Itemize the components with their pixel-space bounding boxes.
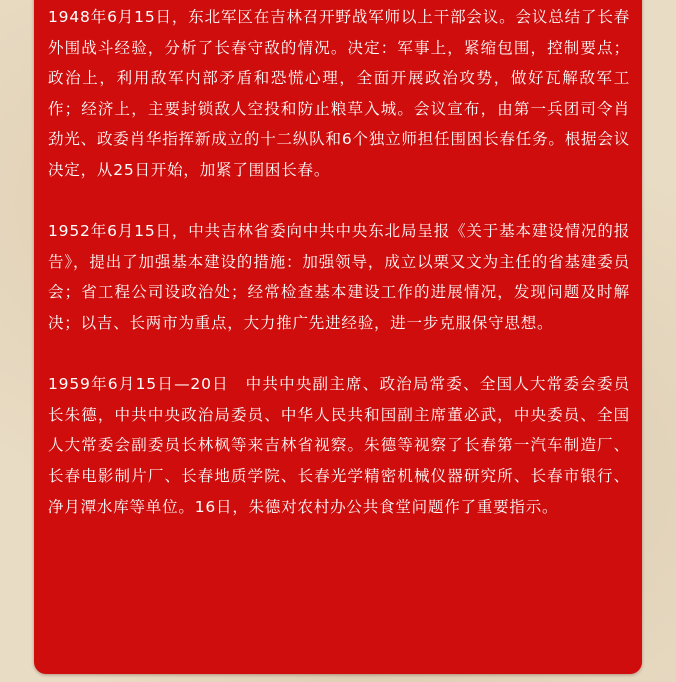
article-body bbox=[48, 2, 630, 522]
paragraph-1952: 1952年6月15日，中共吉林省委向中共中央东北局呈报《关于基本建设情况的报告》，提出了加强基本建设的措施：加强领导，成立以栗又文为主任的省基建委员会；省工程公司设政治处；经常检查基本建设工作的进展情况，发现问题及时解决；以吉、长两市为重点，大力推广先进经验，进一步克服保守思想。 bbox=[48, 222, 630, 332]
paragraph-1959: 1959年6月15日—20日 中共中央副主席、政治局常委、全国人大常委会委员长朱德，中共中央政治局委员、中华人民共和国副主席董必武，中央委员、全国人大常委会副委员长林枫等来吉林省视察。朱德等视察了长春第一汽车制造厂、长春电影制片厂、长春地质学院、长春光学精密机械仪器研究所、长春市银行、净月潭水库等单位。16日，朱德对农村办公共食堂问题作了重要指示。 bbox=[48, 375, 630, 516]
paragraph-1948: 1948年6月15日，东北军区在吉林召开野战军师以上干部会议。会议总结了长春外围战斗经验，分析了长春守敌的情况。决定：军事上，紧缩包围，控制要点；政治上，利用敌军内部矛盾和恐慌心理，全面开展政治攻势，做好瓦解敌军工作；经济上，主要封锁敌人空投和防止粮草入城。会议宣布，由第一兵团司令肖劲光、政委肖华指挥新成立的十二纵队和6个独立师担任围困长春任务。根据会议决定，从25日开始，加紧了围困长春。 bbox=[48, 8, 630, 179]
